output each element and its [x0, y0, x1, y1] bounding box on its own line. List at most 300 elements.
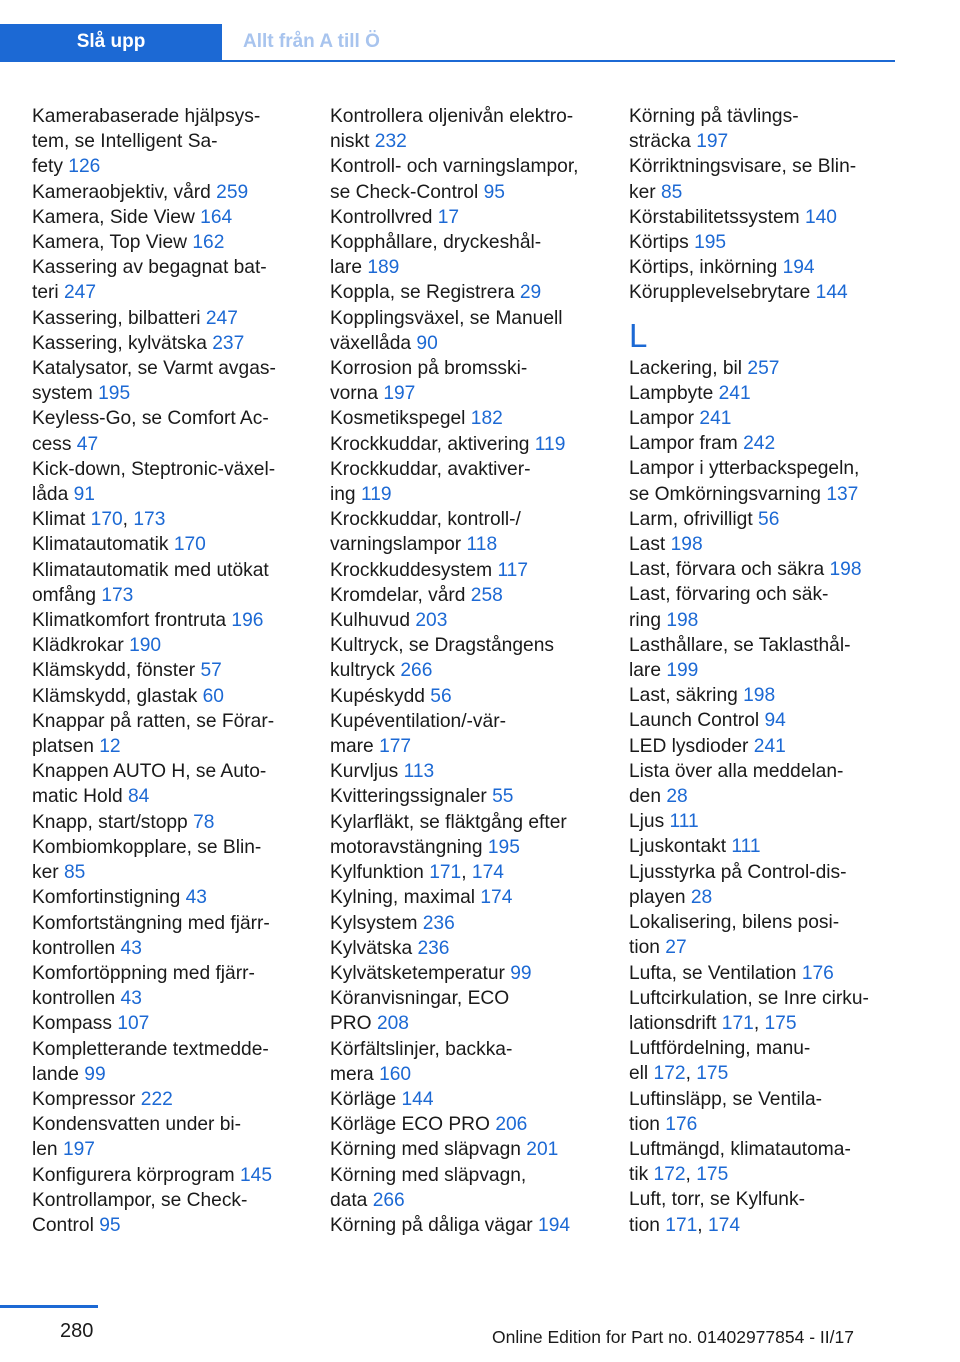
index-entry [32, 1011, 322, 1036]
index-entry [32, 759, 322, 809]
index-entry-text: Körning med släpvagn, [330, 1164, 527, 1186]
page-link[interactable]: 119 [534, 433, 566, 455]
index-entry-text: Kylarfläkt, se fläktgång efter [330, 811, 567, 833]
page-link[interactable]: 170 [90, 509, 123, 531]
index-entry [330, 558, 620, 583]
index-entry-text: Katalysator, se Varmt avgas- [32, 358, 276, 380]
index-entry-line [330, 709, 620, 734]
page-link[interactable]: 194 [538, 1214, 571, 1236]
footer-rule [0, 1305, 98, 1308]
page-link[interactable]: 172 [653, 1164, 686, 1186]
index-entry [629, 1087, 919, 1137]
page-link[interactable]: 57 [200, 660, 222, 682]
index-entry-line [32, 558, 322, 583]
index-entry-text: Kamera, Top View [32, 232, 188, 254]
index-entry-line [330, 1112, 620, 1137]
index-entry-text: Kvitteringssignaler [330, 786, 487, 808]
page-link[interactable]: 99 [510, 962, 532, 984]
page-link[interactable]: 119 [360, 484, 392, 506]
index-column-1 [32, 104, 322, 1238]
index-entry-text: Krockkuddesystem [330, 559, 493, 581]
page-link[interactable]: 247 [205, 307, 238, 329]
page-link[interactable]: 85 [64, 862, 86, 884]
index-entry-text: Kulhuvud [330, 610, 411, 632]
page-link[interactable]: 194 [782, 257, 815, 279]
page-link[interactable]: 197 [62, 1139, 95, 1161]
page-link[interactable]: 175 [696, 1063, 729, 1085]
page-link[interactable]: 137 [826, 483, 859, 505]
page-link[interactable]: 170 [173, 534, 206, 556]
page-link[interactable]: 91 [73, 484, 95, 506]
page-link[interactable]: 43 [185, 887, 207, 909]
index-entry-text: Kupéventilation/-vär- [330, 710, 506, 732]
index-entry-line [32, 911, 322, 936]
index-entry-text: Kontrollera oljenivån elektro- [330, 106, 574, 127]
index-entry-text: Kopphållare, dryckeshål- [330, 232, 542, 254]
page-link[interactable]: 241 [718, 382, 751, 404]
index-entry-text: tion [629, 1113, 660, 1135]
page-link[interactable]: 232 [374, 131, 407, 153]
index-entry-text: Luftmängd, klimatautoma- [629, 1138, 851, 1160]
index-entry [330, 583, 620, 608]
index-entry-line [32, 482, 322, 507]
index-entry-text: Kompressor [32, 1088, 136, 1110]
index-column-2 [330, 104, 620, 1238]
index-entry [629, 961, 919, 986]
index-entry [629, 633, 919, 683]
index-entry-line [330, 1011, 620, 1036]
index-entry [330, 1037, 620, 1087]
page-link[interactable]: 111 [731, 836, 761, 858]
page-link[interactable]: 257 [747, 357, 780, 379]
page-link[interactable]: 84 [127, 786, 150, 808]
index-entry-line [32, 658, 322, 683]
page-link[interactable]: 90 [416, 332, 438, 354]
page-link[interactable]: 162 [192, 232, 225, 254]
index-entry-line [32, 1213, 322, 1238]
page-link[interactable]: 176 [665, 1113, 698, 1135]
page-link[interactable]: 258 [470, 584, 503, 606]
index-entry-line [32, 784, 322, 809]
page-link[interactable]: 182 [470, 408, 503, 430]
page-link[interactable]: 171 [429, 862, 462, 884]
index-entry-text: Kontroll- och varningslampor, [330, 156, 579, 178]
index-entry-line: ell 172, 175 [629, 1063, 729, 1085]
page-link[interactable]: 99 [84, 1063, 106, 1085]
index-entry-text: tion [629, 937, 660, 959]
index-entry-text: Knappen AUTO H, se Auto- [32, 761, 267, 783]
page-link[interactable]: 47 [76, 433, 99, 455]
index-entry-line [32, 835, 322, 860]
page-link[interactable]: 126 [68, 156, 101, 178]
index-entry [32, 1112, 322, 1162]
index-entry-line [330, 1213, 620, 1238]
index-entry-text: Komfortstängning med fjärr- [32, 912, 270, 934]
page-link[interactable]: 175 [764, 1012, 797, 1034]
index-entry-text: Knappar på ratten, se Förar- [32, 710, 275, 732]
edition-note: Online Edition for Part no. 01402977854 - II/17 [492, 1327, 854, 1347]
page-link[interactable]: 95 [99, 1214, 121, 1236]
index-entry-text: Klämskydd, glastak [32, 685, 198, 707]
index-entry-line: tion 171, 174 [629, 1214, 740, 1236]
index-entry-line [629, 784, 919, 809]
page-link[interactable]: 56 [430, 685, 452, 707]
index-entry [32, 1188, 322, 1238]
page-link[interactable]: 259 [216, 181, 249, 203]
index-entry [330, 810, 620, 860]
index-entry-line [629, 885, 919, 910]
page-link[interactable]: 222 [140, 1088, 173, 1110]
page-link[interactable]: 60 [202, 685, 224, 707]
index-entry-text: Kontrollampor, se Check- [32, 1189, 248, 1211]
page-link[interactable]: 144 [401, 1088, 434, 1110]
page-link[interactable]: 208 [376, 1013, 409, 1035]
page-link[interactable]: 111 [669, 811, 699, 833]
page-link[interactable]: 195 [694, 232, 727, 254]
index-entry-line [330, 583, 620, 608]
index-entry-line [629, 482, 919, 507]
page-link[interactable]: 27 [665, 937, 687, 959]
index-entry [330, 633, 620, 683]
index-entry-text: Körläge ECO PRO [330, 1114, 490, 1136]
page-link[interactable]: 144 [815, 282, 848, 304]
page-link[interactable]: 241 [753, 735, 786, 757]
page-link[interactable]: 199 [666, 660, 699, 682]
index-entry-text: motoravstängning [330, 836, 483, 858]
index-entry-line [32, 129, 322, 154]
index-entry [629, 1187, 919, 1237]
index-entry-line [330, 961, 620, 986]
index-entry-text: Komfortöppning med fjärr- [32, 962, 255, 984]
index-entry-line: Klimat 170, 173 [32, 509, 166, 531]
index-entry [330, 1163, 620, 1213]
index-entry-text: Kromdelar, vård [330, 584, 466, 606]
index-entry-text: Kompletterande textmedde- [32, 1038, 269, 1060]
index-entry [330, 1112, 620, 1137]
index-entry [330, 784, 620, 809]
index-entry [32, 230, 322, 255]
page-link[interactable]: 190 [129, 635, 162, 657]
index-entry-text: Lasthållare, se Taklasthål- [629, 634, 851, 656]
page-link[interactable]: 12 [99, 736, 121, 758]
index-entry-text: PRO [330, 1013, 372, 1035]
index-entry-text: Klimatautomatik [32, 534, 169, 556]
index-entry-text: Lackering, bil [629, 357, 743, 379]
index-entry-line [32, 810, 322, 835]
index-entry [330, 911, 620, 936]
index-entry-text: Kombiomkopplare, se Blin- [32, 836, 262, 858]
index-entry-line [629, 608, 919, 633]
page-link[interactable]: 195 [487, 836, 520, 858]
index-entry-text: lare [629, 660, 661, 682]
index-entry-line [32, 986, 322, 1011]
index-entry-line [32, 432, 322, 457]
page-link[interactable]: 171 [665, 1214, 698, 1236]
index-entry-line [330, 180, 620, 205]
index-entry-text: lare [330, 257, 362, 279]
index-entry-line [629, 129, 919, 154]
index-entry-text: cess [32, 433, 72, 455]
index-entry-text: Kamerabaserade hjälpsys- [32, 106, 261, 127]
index-entry-line [629, 834, 919, 859]
page-link[interactable]: 113 [403, 761, 435, 783]
page-link[interactable]: 198 [829, 559, 862, 581]
page-link[interactable]: 247 [64, 282, 97, 304]
index-entry-text: Körning på dåliga vägar [330, 1214, 533, 1236]
index-entry-line [330, 406, 620, 431]
page-link[interactable]: 266 [372, 1189, 405, 1211]
index-entry-line [32, 1037, 322, 1062]
index-entry-line [330, 356, 620, 381]
index-entry [330, 406, 620, 431]
index-entry-text: vorna [330, 383, 378, 405]
index-entry [629, 205, 919, 230]
page-link[interactable]: 78 [193, 811, 215, 833]
index-entry-text: växellåda [330, 332, 412, 354]
index-entry-line [629, 961, 919, 986]
page-link[interactable]: 43 [120, 988, 142, 1010]
index-entry [32, 356, 322, 406]
index-entry-line [330, 734, 620, 759]
page-link[interactable]: 118 [466, 534, 498, 556]
index-entry-line [330, 154, 620, 179]
index-entry [629, 431, 919, 456]
index-entry [330, 230, 620, 280]
page-link[interactable]: 172 [653, 1063, 686, 1085]
page-link[interactable]: 145 [239, 1164, 272, 1186]
index-entry-line [32, 961, 322, 986]
page-link[interactable]: 28 [690, 886, 713, 908]
index-entry-text: Klimatkomfort frontruta [32, 610, 227, 632]
index-entry [32, 180, 322, 205]
index-entry [32, 684, 322, 709]
index-entry-text: Körtips [629, 232, 689, 254]
page-link[interactable]: 195 [98, 383, 131, 405]
index-entry-text: Klädkrokar [32, 635, 124, 657]
index-entry-text: teri [32, 282, 59, 304]
index-entry [330, 205, 620, 230]
index-entry-text: system [32, 383, 93, 405]
page-link[interactable]: 43 [120, 937, 142, 959]
page-link[interactable]: 196 [231, 610, 264, 632]
index-column-3-top [629, 104, 919, 306]
page-link[interactable]: 173 [133, 509, 166, 531]
index-entry-text: Krockkuddar, aktivering [330, 433, 530, 455]
index-entry-line [629, 180, 919, 205]
index-entry-line [32, 457, 322, 482]
index-entry [32, 104, 322, 180]
index-entry-text: Knapp, start/stopp [32, 811, 188, 833]
index-entry-text: Kick-down, Steptronic-växel- [32, 458, 276, 480]
index-entry-line [629, 456, 919, 481]
index-entry-line [32, 1163, 322, 1188]
index-entry-line [629, 633, 919, 658]
index-entry-line [32, 1137, 322, 1162]
index-entry-line [629, 1187, 919, 1212]
index-entry-line [629, 255, 919, 280]
page-link[interactable]: 266 [400, 660, 433, 682]
page-link[interactable]: 198 [666, 609, 699, 631]
index-entry-line [32, 532, 322, 557]
index-entry-line [32, 608, 322, 633]
page-link[interactable]: 174 [480, 887, 513, 909]
index-entry-text: Lampbyte [629, 382, 714, 404]
index-entry-text: lande [32, 1063, 79, 1085]
index-entry [330, 986, 620, 1036]
index-entry-line [330, 381, 620, 406]
page-link[interactable]: 174 [471, 862, 504, 884]
page-link[interactable]: 203 [415, 610, 448, 632]
index-entry-text: Kylvätska [330, 937, 413, 959]
page-link[interactable]: 236 [417, 937, 450, 959]
index-entry-line [330, 1037, 620, 1062]
page-link[interactable]: 95 [483, 181, 505, 203]
index-entry-text: LED lysdioder [629, 735, 749, 757]
index-entry-text: kontrollen [32, 937, 116, 959]
page-link[interactable]: 164 [200, 206, 233, 228]
index-entry-line [330, 507, 620, 532]
page-link[interactable]: 171 [721, 1012, 754, 1034]
index-entry-line [629, 683, 919, 708]
index-entry-text: Last, förvaring och säk- [629, 584, 829, 606]
page-link[interactable]: 241 [699, 408, 732, 430]
index-entry [330, 1087, 620, 1112]
index-entry [32, 1037, 322, 1087]
index-entry-text: tem, se Intelligent Sa- [32, 131, 218, 153]
index-entry [330, 104, 620, 154]
index-entry-text: Körning på tävlings- [629, 106, 799, 127]
index-entry [32, 911, 322, 961]
index-entry-text: Kosmetikspegel [330, 408, 466, 430]
page-link[interactable]: 206 [495, 1114, 528, 1136]
index-entry-text: Körupplevelsebrytare [629, 282, 811, 304]
index-entry-line [629, 356, 919, 381]
index-entry-text: Krockkuddar, avaktiver- [330, 458, 531, 480]
index-entry-text: Ljus [629, 811, 665, 833]
index-entry-line [629, 986, 919, 1011]
index-entry-text: Kopplingsväxel, se Manuell [330, 307, 563, 329]
page-link[interactable]: 17 [437, 206, 460, 228]
index-entry-text: Köranvisningar, ECO [330, 988, 510, 1010]
page-link[interactable]: 175 [696, 1164, 729, 1186]
index-entry-text: fety [32, 156, 63, 178]
index-entry-text: Komfortinstigning [32, 887, 181, 909]
tab-allt-fran-a-till-o[interactable]: Allt från A till Ö [243, 31, 380, 52]
index-entry-line [330, 633, 620, 658]
index-entry [330, 154, 620, 204]
index-entry-text: platsen [32, 736, 94, 758]
index-entry-line [629, 860, 919, 885]
index-entry [32, 306, 322, 331]
page-link[interactable]: 117 [497, 559, 529, 581]
index-entry [32, 608, 322, 633]
index-entry [629, 557, 919, 582]
index-entry-text: låda [32, 484, 69, 506]
index-entry-line [32, 734, 322, 759]
page-link[interactable]: 237 [212, 332, 245, 354]
index-entry-text: mare [330, 736, 374, 758]
page-link[interactable]: 198 [743, 685, 776, 707]
index-entry-line [629, 557, 919, 582]
index-entry-text: Kassering, kylvätska [32, 332, 207, 354]
index-entry [32, 457, 322, 507]
index-entry-text: Control [32, 1214, 94, 1236]
page-link[interactable]: 176 [801, 962, 834, 984]
page-link[interactable]: 140 [804, 206, 837, 228]
index-entry-text: Kurvljus [330, 761, 399, 783]
page-link[interactable]: 201 [526, 1139, 559, 1161]
index-entry-line [32, 381, 322, 406]
page-link[interactable]: 107 [117, 1013, 150, 1035]
index-entry [629, 230, 919, 255]
page-link[interactable]: 85 [661, 181, 683, 203]
page-link[interactable]: 177 [379, 736, 412, 758]
index-entry [629, 1036, 919, 1086]
index-entry-line [32, 331, 322, 356]
index-entry-line [32, 205, 322, 230]
index-entry-text: Körriktningsvisare, se Blin- [629, 156, 857, 178]
index-entry-line [629, 582, 919, 607]
page-link[interactable]: 198 [670, 534, 703, 556]
index-entry [32, 507, 322, 532]
index-entry-line [330, 331, 620, 356]
page-link[interactable]: 236 [422, 912, 455, 934]
index-entry-text: Lampor [629, 408, 695, 430]
index-entry [629, 154, 919, 204]
index-entry-line [330, 658, 620, 683]
tab-sla-upp[interactable]: Slå upp [0, 24, 222, 60]
index-entry [629, 356, 919, 381]
page-link[interactable]: 28 [666, 786, 688, 808]
page-link[interactable]: 160 [379, 1063, 412, 1085]
index-entry-line [629, 1087, 919, 1112]
index-entry-text: Klimatautomatik med utökat [32, 559, 269, 581]
page-link[interactable]: 56 [758, 508, 780, 530]
index-entry-line [629, 154, 919, 179]
index-entry [330, 860, 620, 885]
index-entry-line [330, 911, 620, 936]
index-entry-line [629, 935, 919, 960]
index-entry-line [32, 104, 322, 129]
index-entry-text: ker [629, 181, 656, 203]
index-entry-line [330, 810, 620, 835]
index-entry [629, 456, 919, 506]
index-entry-line [629, 1036, 919, 1061]
index-entry-text: tik [629, 1164, 649, 1186]
index-entry-line [330, 885, 620, 910]
page-link[interactable]: 173 [101, 584, 134, 606]
index-entry-line [330, 835, 620, 860]
index-entry [629, 280, 919, 305]
page-link[interactable]: 174 [707, 1214, 740, 1236]
index-entry [629, 910, 919, 960]
page-link[interactable]: 197 [696, 131, 729, 153]
page-link[interactable]: 189 [367, 257, 400, 279]
page-link[interactable]: 94 [764, 710, 786, 732]
index-entry [32, 255, 322, 305]
page-link[interactable]: 197 [383, 383, 416, 405]
page-link[interactable]: 29 [519, 282, 542, 304]
index-entry-text: Luftfördelning, manu- [629, 1038, 811, 1060]
index-entry-line [330, 205, 620, 230]
page-link[interactable]: 242 [743, 433, 776, 455]
index-entry [629, 406, 919, 431]
index-entry-line [32, 1062, 322, 1087]
index-entry-line [629, 230, 919, 255]
page-link[interactable]: 55 [492, 786, 514, 808]
index-entry-line [629, 1112, 919, 1137]
index-entry-text: Kontrollvred [330, 206, 433, 228]
